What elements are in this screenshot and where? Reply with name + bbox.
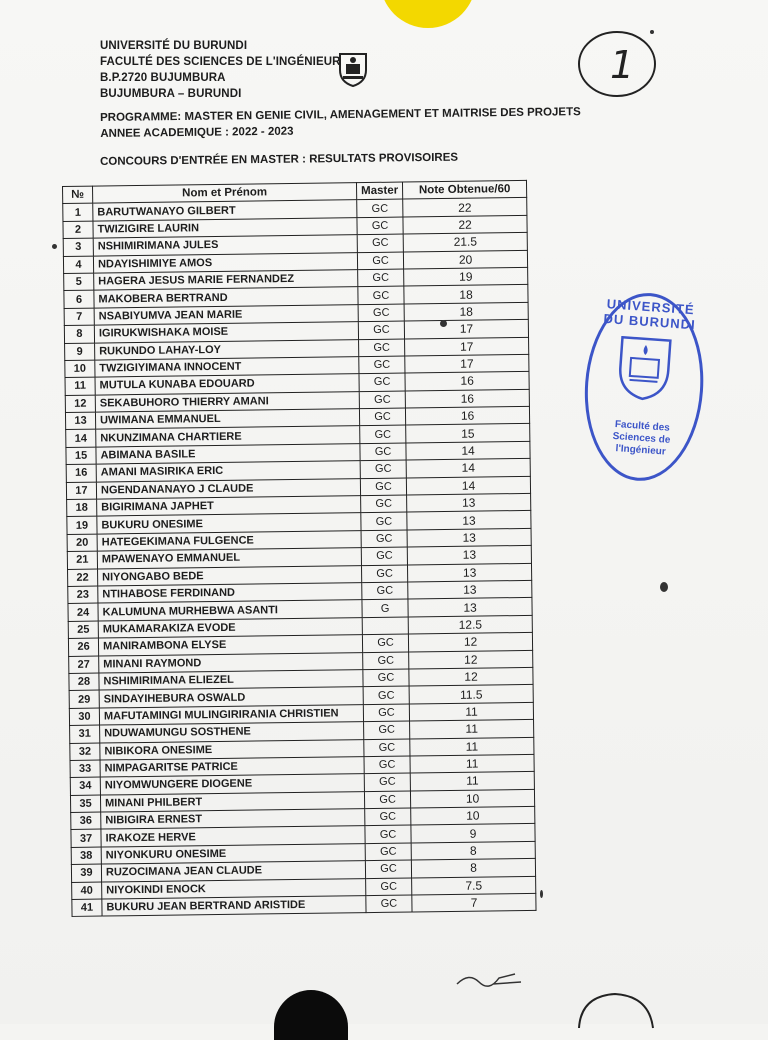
university-crest-icon: [334, 50, 372, 88]
row-number: 1: [63, 203, 93, 221]
row-master: GC: [365, 860, 411, 878]
row-master: GC: [364, 738, 410, 756]
row-number: 34: [70, 777, 100, 795]
row-note: 14: [406, 441, 530, 460]
row-number: 19: [67, 516, 97, 534]
document-title: CONCOURS D'ENTRÉE EN MASTER : RESULTATS PROVISOIRES: [100, 151, 459, 168]
row-note: 11: [410, 772, 534, 791]
row-master: GC: [358, 304, 404, 322]
row-name: NSHIMIRIMANA JULES: [93, 235, 357, 256]
row-name: NIBIGIRA ERNEST: [101, 809, 365, 830]
header-university: UNIVERSITÉ DU BURUNDI: [100, 40, 248, 52]
row-number: 17: [66, 482, 96, 500]
row-name: NIBIKORA ONESIME: [100, 739, 364, 760]
row-master: [362, 617, 408, 635]
header-name: Nom et Prénom: [93, 183, 357, 204]
stamp-faculty-line2: Sciences de: [612, 430, 671, 446]
row-master: GC: [360, 460, 406, 478]
row-master: GC: [364, 791, 410, 809]
row-master: GC: [361, 547, 407, 565]
row-note: 11: [410, 737, 534, 756]
row-note: 13: [407, 528, 531, 547]
academic-year: ANNEE ACADEMIQUE : 2022 - 2023: [100, 125, 294, 140]
row-name: IGIRUKWISHAKA MOISE: [94, 322, 358, 343]
row-name: MUKAMARAKIZA EVODE: [98, 617, 362, 638]
row-note: 13: [408, 563, 532, 582]
row-name: TWIZIGIRE LAURIN: [93, 217, 357, 238]
row-number: 12: [65, 395, 95, 413]
row-name: MANIRAMBONA ELYSE: [98, 635, 362, 656]
row-number: 40: [72, 882, 102, 900]
row-number: 6: [64, 290, 94, 308]
row-name: NSABIYUMVA JEAN MARIE: [94, 304, 358, 325]
row-master: GC: [360, 425, 406, 443]
page-number-circle: [574, 28, 660, 100]
row-master: GC: [366, 895, 412, 913]
row-name: MINANI PHILBERT: [100, 791, 364, 812]
faculty-stamp: [579, 289, 712, 487]
row-master: GC: [361, 512, 407, 530]
row-name: KALUMUNA MURHEBWA ASANTI: [98, 600, 362, 621]
row-note: 22: [403, 215, 527, 234]
row-name: ABIMANA BASILE: [96, 443, 360, 464]
row-note: 16: [405, 389, 529, 408]
row-note: 22: [403, 198, 527, 217]
row-note: 13: [407, 546, 531, 565]
row-note: 13: [408, 580, 532, 599]
header-faculty: FACULTÉ DES SCIENCES DE L'INGÉNIEUR: [100, 56, 341, 68]
row-master: GC: [360, 443, 406, 461]
stamp-faculty-line3: l'Ingénieur: [615, 443, 667, 458]
row-name: MPAWENAYO EMMANUEL: [97, 548, 361, 569]
row-note: 12: [408, 633, 532, 652]
row-note: 12: [409, 650, 533, 669]
row-name: SINDAYIHEBURA OSWALD: [99, 687, 363, 708]
row-note: 8: [411, 859, 535, 878]
row-note: 16: [405, 372, 529, 391]
row-number: 23: [68, 586, 98, 604]
row-note: 11: [410, 719, 534, 738]
row-name: NSHIMIRIMANA ELIEZEL: [99, 670, 363, 691]
row-number: 15: [66, 447, 96, 465]
speck: [650, 30, 654, 34]
header-number: №: [63, 186, 93, 204]
row-master: GC: [357, 217, 403, 235]
page-number: 1: [610, 43, 635, 87]
row-number: 32: [70, 743, 100, 761]
stamp-faculty-line1: Faculté des: [614, 419, 671, 434]
row-note: 14: [406, 459, 530, 478]
row-master: GC: [364, 721, 410, 739]
speck: [440, 320, 447, 327]
row-number: 21: [67, 551, 97, 569]
row-note: 18: [404, 302, 528, 321]
row-master: GC: [361, 495, 407, 513]
row-note: 17: [405, 354, 529, 373]
row-name: HATEGEKIMANA FULGENCE: [97, 530, 361, 551]
row-master: G: [362, 599, 408, 617]
row-name: SEKABUHORO THIERRY AMANI: [95, 391, 359, 412]
row-number: 33: [70, 760, 100, 778]
row-master: GC: [363, 652, 409, 670]
speck: [540, 890, 543, 898]
row-number: 36: [71, 812, 101, 830]
row-name: AMANI MASIRIKA ERIC: [96, 461, 360, 482]
row-name: RUKUNDO LAHAY-LOY: [95, 339, 359, 360]
row-name: MINANI RAYMOND: [99, 652, 363, 673]
row-note: 17: [405, 337, 529, 356]
row-master: GC: [361, 565, 407, 583]
row-note: 21.5: [403, 233, 527, 252]
row-master: GC: [359, 391, 405, 409]
header-note: Note Obtenue/60: [403, 180, 527, 199]
row-number: 26: [68, 638, 98, 656]
row-number: 39: [71, 864, 101, 882]
row-master: GC: [365, 825, 411, 843]
row-master: GC: [359, 356, 405, 374]
row-master: GC: [363, 669, 409, 687]
row-note: 7.5: [412, 876, 536, 895]
row-number: 35: [70, 795, 100, 813]
row-number: 11: [65, 377, 95, 395]
row-number: 27: [69, 656, 99, 674]
black-marker-dot: [274, 990, 348, 1040]
row-note: 20: [403, 250, 527, 269]
row-number: 31: [70, 725, 100, 743]
row-master: GC: [359, 339, 405, 357]
row-number: 7: [64, 308, 94, 326]
row-number: 10: [65, 360, 95, 378]
row-name: UWIMANA EMMANUEL: [95, 409, 359, 430]
row-name: TWZIGIYIMANA INNOCENT: [95, 357, 359, 378]
row-note: 15: [406, 424, 530, 443]
row-name: MUTULA KUNABA EDOUARD: [95, 374, 359, 395]
row-note: 12.5: [408, 615, 532, 634]
row-number: 30: [69, 708, 99, 726]
row-name: MAKOBERA BERTRAND: [94, 287, 358, 308]
row-number: 18: [67, 499, 97, 517]
row-master: GC: [357, 199, 403, 217]
row-note: 8: [411, 841, 535, 860]
speck: [52, 244, 57, 249]
row-name: BUKURU ONESIME: [97, 513, 361, 534]
signature-mark: [455, 966, 525, 990]
row-number: 28: [69, 673, 99, 691]
row-master: GC: [358, 286, 404, 304]
row-number: 37: [71, 829, 101, 847]
row-name: BIGIRIMANA JAPHET: [97, 496, 361, 517]
row-name: IRAKOZE HERVE: [101, 826, 365, 847]
row-master: GC: [365, 843, 411, 861]
row-number: 9: [65, 343, 95, 361]
row-number: 3: [63, 238, 93, 256]
row-number: 29: [69, 690, 99, 708]
row-number: 8: [64, 325, 94, 343]
programme-title: PROGRAMME: MASTER EN GENIE CIVIL, AMENAGEMENT ET MAITRISE DES PROJETS: [100, 106, 581, 124]
row-master: GC: [362, 634, 408, 652]
row-master: GC: [363, 704, 409, 722]
row-master: GC: [357, 234, 403, 252]
row-name: NIYOMWUNGERE DIOGENE: [100, 774, 364, 795]
next-page-circle: [575, 990, 655, 1030]
row-note: 10: [411, 806, 535, 825]
row-name: NIYONGABO BEDE: [98, 565, 362, 586]
row-note: 13: [407, 511, 531, 530]
row-note: 16: [406, 406, 530, 425]
row-name: NDAYISHIMIYE AMOS: [93, 252, 357, 273]
row-number: 16: [66, 464, 96, 482]
row-name: HAGERA JESUS MARIE FERNANDEZ: [94, 270, 358, 291]
row-name: NDUWAMUNGU SOSTHENE: [100, 722, 364, 743]
row-master: GC: [358, 321, 404, 339]
stamp-faculty: [588, 417, 694, 460]
row-name: NGENDANANAYO J CLAUDE: [96, 478, 360, 499]
institution-header: [100, 38, 341, 102]
stamp-crest-icon: [614, 331, 675, 405]
row-master: GC: [365, 808, 411, 826]
row-note: 17: [404, 320, 528, 339]
row-master: GC: [364, 756, 410, 774]
row-master: GC: [357, 252, 403, 270]
row-name: NKUNZIMANA CHARTIERE: [96, 426, 360, 447]
row-name: NIYONKURU ONESIME: [101, 843, 365, 864]
row-note: 18: [404, 285, 528, 304]
stamp-university: UNIVERSITÉ DU BURUNDI: [603, 296, 697, 333]
row-note: 11: [410, 754, 534, 773]
row-note: 14: [406, 476, 530, 495]
yellow-marker-dot: [380, 0, 476, 28]
row-note: 13: [408, 598, 532, 617]
row-master: GC: [361, 530, 407, 548]
row-name: NIYOKINDI ENOCK: [102, 878, 366, 899]
row-note: 12: [409, 667, 533, 686]
row-number: 20: [67, 534, 97, 552]
header-city: BUJUMBURA – BURUNDI: [100, 88, 242, 100]
row-name: BARUTWANAYO GILBERT: [93, 200, 357, 221]
row-master: GC: [359, 408, 405, 426]
row-note: 10: [411, 789, 535, 808]
row-number: 24: [68, 603, 98, 621]
row-note: 11: [409, 702, 533, 721]
header-po-box: B.P.2720 BUJUMBURA: [100, 72, 226, 84]
row-number: 22: [68, 569, 98, 587]
row-name: NTIHABOSE FERDINAND: [98, 583, 362, 604]
row-master: GC: [362, 582, 408, 600]
row-number: 25: [68, 621, 98, 639]
speck: [660, 582, 668, 592]
row-note: 9: [411, 824, 535, 843]
row-master: GC: [364, 773, 410, 791]
row-number: 4: [63, 256, 93, 274]
row-number: 41: [72, 899, 102, 917]
row-name: RUZOCIMANA JEAN CLAUDE: [101, 861, 365, 882]
row-master: GC: [359, 373, 405, 391]
row-master: GC: [360, 478, 406, 496]
row-master: GC: [363, 686, 409, 704]
results-table: [62, 180, 537, 917]
row-note: 13: [407, 493, 531, 512]
header-master: Master: [356, 182, 402, 200]
row-number: 2: [63, 221, 93, 239]
programme-block: [100, 104, 581, 142]
row-number: 5: [64, 273, 94, 291]
row-name: NIMPAGARITSE PATRICE: [100, 756, 364, 777]
row-note: 7: [412, 893, 536, 912]
row-number: 14: [66, 430, 96, 448]
row-master: GC: [366, 878, 412, 896]
row-number: 38: [71, 847, 101, 865]
row-number: 13: [65, 412, 95, 430]
row-note: 19: [404, 267, 528, 286]
row-name: MAFUTAMINGI MULINGIRIRANIA CHRISTIEN: [99, 704, 363, 725]
row-master: GC: [358, 269, 404, 287]
row-name: BUKURU JEAN BERTRAND ARISTIDE: [102, 896, 366, 917]
row-note: 11.5: [409, 685, 533, 704]
